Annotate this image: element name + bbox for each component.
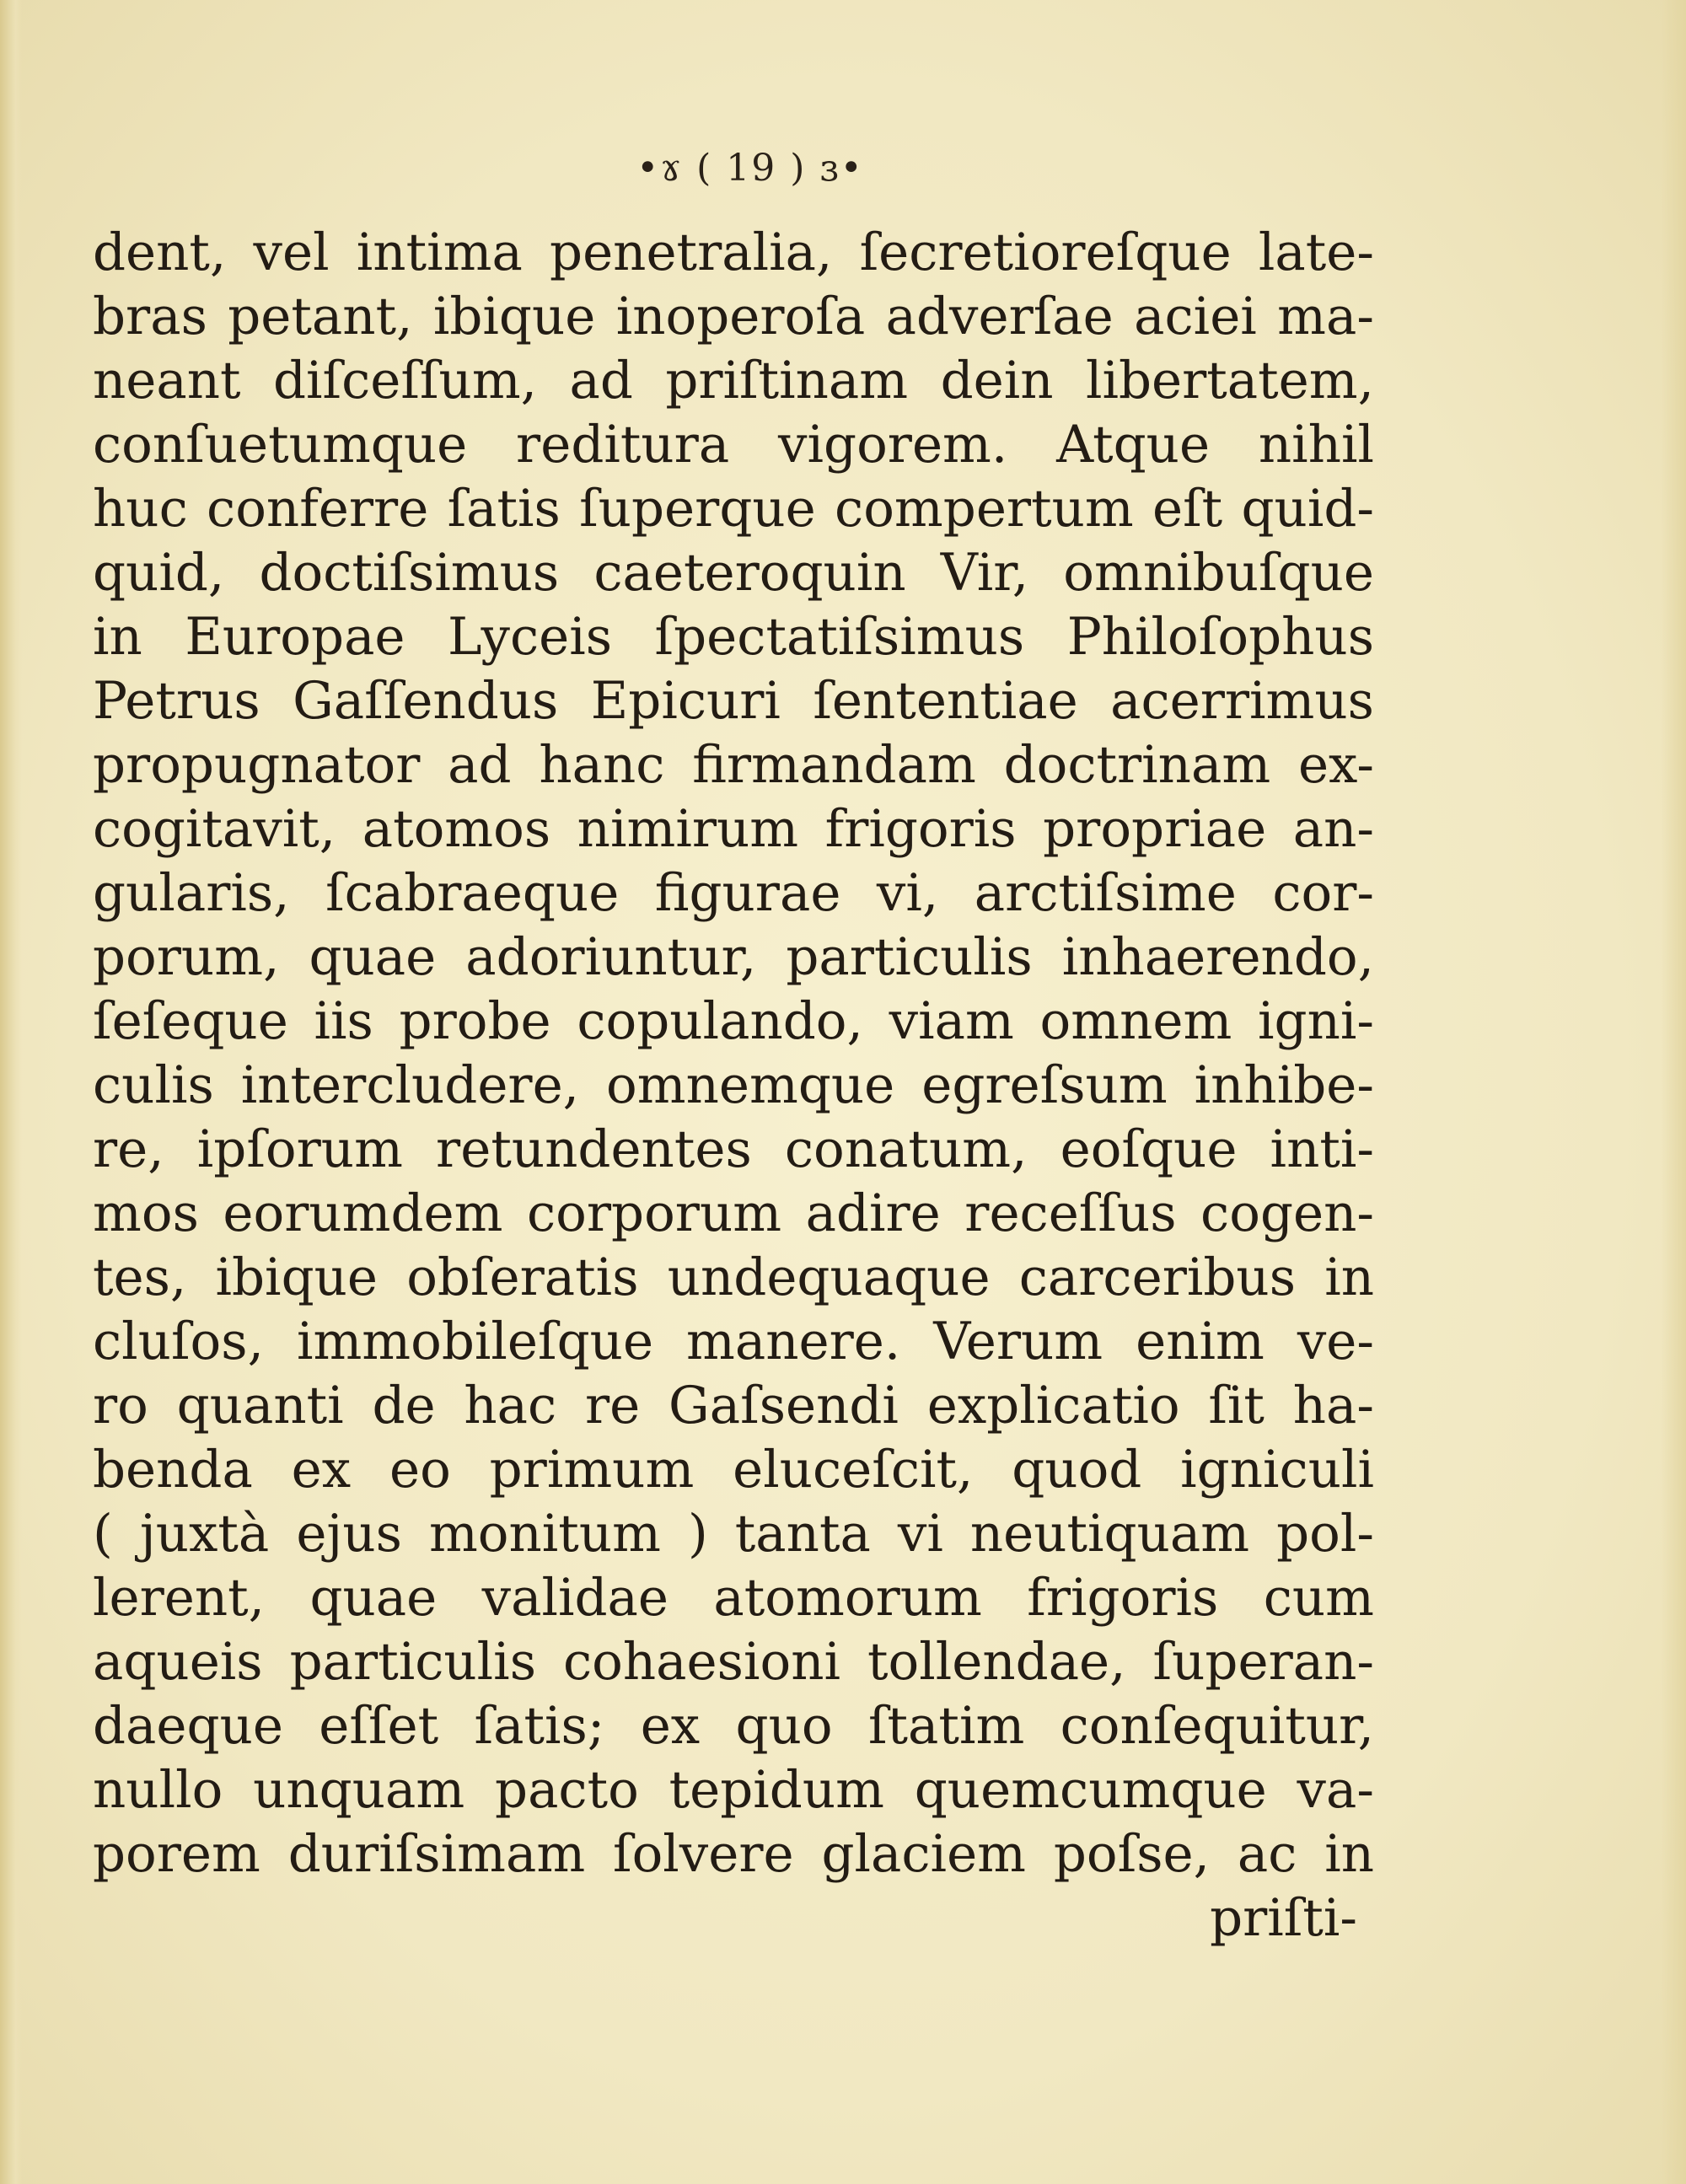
text-line: Petrus Gaſſendus Epicuri ſententiae acerrimus	[93, 671, 1374, 731]
page-left-edge	[0, 0, 22, 2184]
body-text	[93, 221, 1374, 1951]
text-line: dent, vel intima penetralia, ſecretioreſque late-	[93, 223, 1374, 282]
text-line: aqueis particulis cohaesioni tollendae, ſuperan-	[93, 1632, 1374, 1692]
text-line: cluſos, immobileſque manere. Verum enim ve-	[93, 1312, 1374, 1371]
page-number: ( 19 )	[696, 147, 807, 190]
text-line: in Europae Lyceis ſpectatiſsimus Philoſophus	[93, 607, 1374, 667]
text-line: ro quanti de hac re Gaſsendi explicatio ſit ha-	[93, 1376, 1374, 1435]
header-ornament-right: ɜ•	[819, 147, 864, 190]
text-line: porum, quae adoriuntur, particulis inhaerendo,	[93, 927, 1374, 987]
text-line: cogitavit, atomos nimirum frigoris propriae an-	[93, 799, 1374, 859]
text-line: bras petant, ibique inoperoſa adverſae aciei ma-	[93, 287, 1374, 346]
text-line: ( juxtà ejus monitum ) tanta vi neutiquam pol-	[93, 1504, 1374, 1564]
text-line: tes, ibique obſeratis undequaque carceribus in	[93, 1248, 1374, 1307]
text-line: culis intercludere, omnemque egreſsum inhibe-	[93, 1055, 1374, 1115]
text-line: gularis, ſcabraeque figurae vi, arctiſsime cor-	[93, 863, 1374, 923]
catchword: priſti-	[1210, 1888, 1357, 1948]
text-line: conſuetumque reditura vigorem. Atque nihil	[93, 415, 1374, 475]
text-line: nullo unquam pacto tepidum quemcumque va-	[93, 1760, 1374, 1820]
text-line: lerent, quae validae atomorum frigoris cum	[93, 1568, 1374, 1628]
text-line: neant diſceſſum, ad priſtinam dein libertatem,	[93, 351, 1374, 411]
text-line: huc conferre ſatis ſuperque compertum eſt quid-	[93, 479, 1374, 539]
text-line: quid, doctiſsimus caeteroquin Vir, omnibuſque	[93, 543, 1374, 603]
text-line: benda ex eo primum eluceſcit, quod igniculi	[93, 1440, 1374, 1500]
text-line: porem duriſsimam ſolvere glaciem poſse, ac in	[93, 1824, 1374, 1884]
page-right-edge	[1661, 0, 1686, 2184]
text-line: re, ipſorum retundentes conatum, eoſque inti-	[93, 1119, 1374, 1179]
text-line: daeque eſſet ſatis; ex quo ſtatim conſequitur,	[93, 1696, 1374, 1756]
page-header	[615, 139, 885, 198]
text-line: propugnator ad hanc firmandam doctrinam ex-	[93, 735, 1374, 795]
text-line: ſeſeque iis probe copulando, viam omnem igni-	[93, 991, 1374, 1051]
text-line: mos eorumdem corporum adire receſſus cogen-	[93, 1183, 1374, 1243]
header-ornament-left: •ɤ	[636, 147, 684, 190]
